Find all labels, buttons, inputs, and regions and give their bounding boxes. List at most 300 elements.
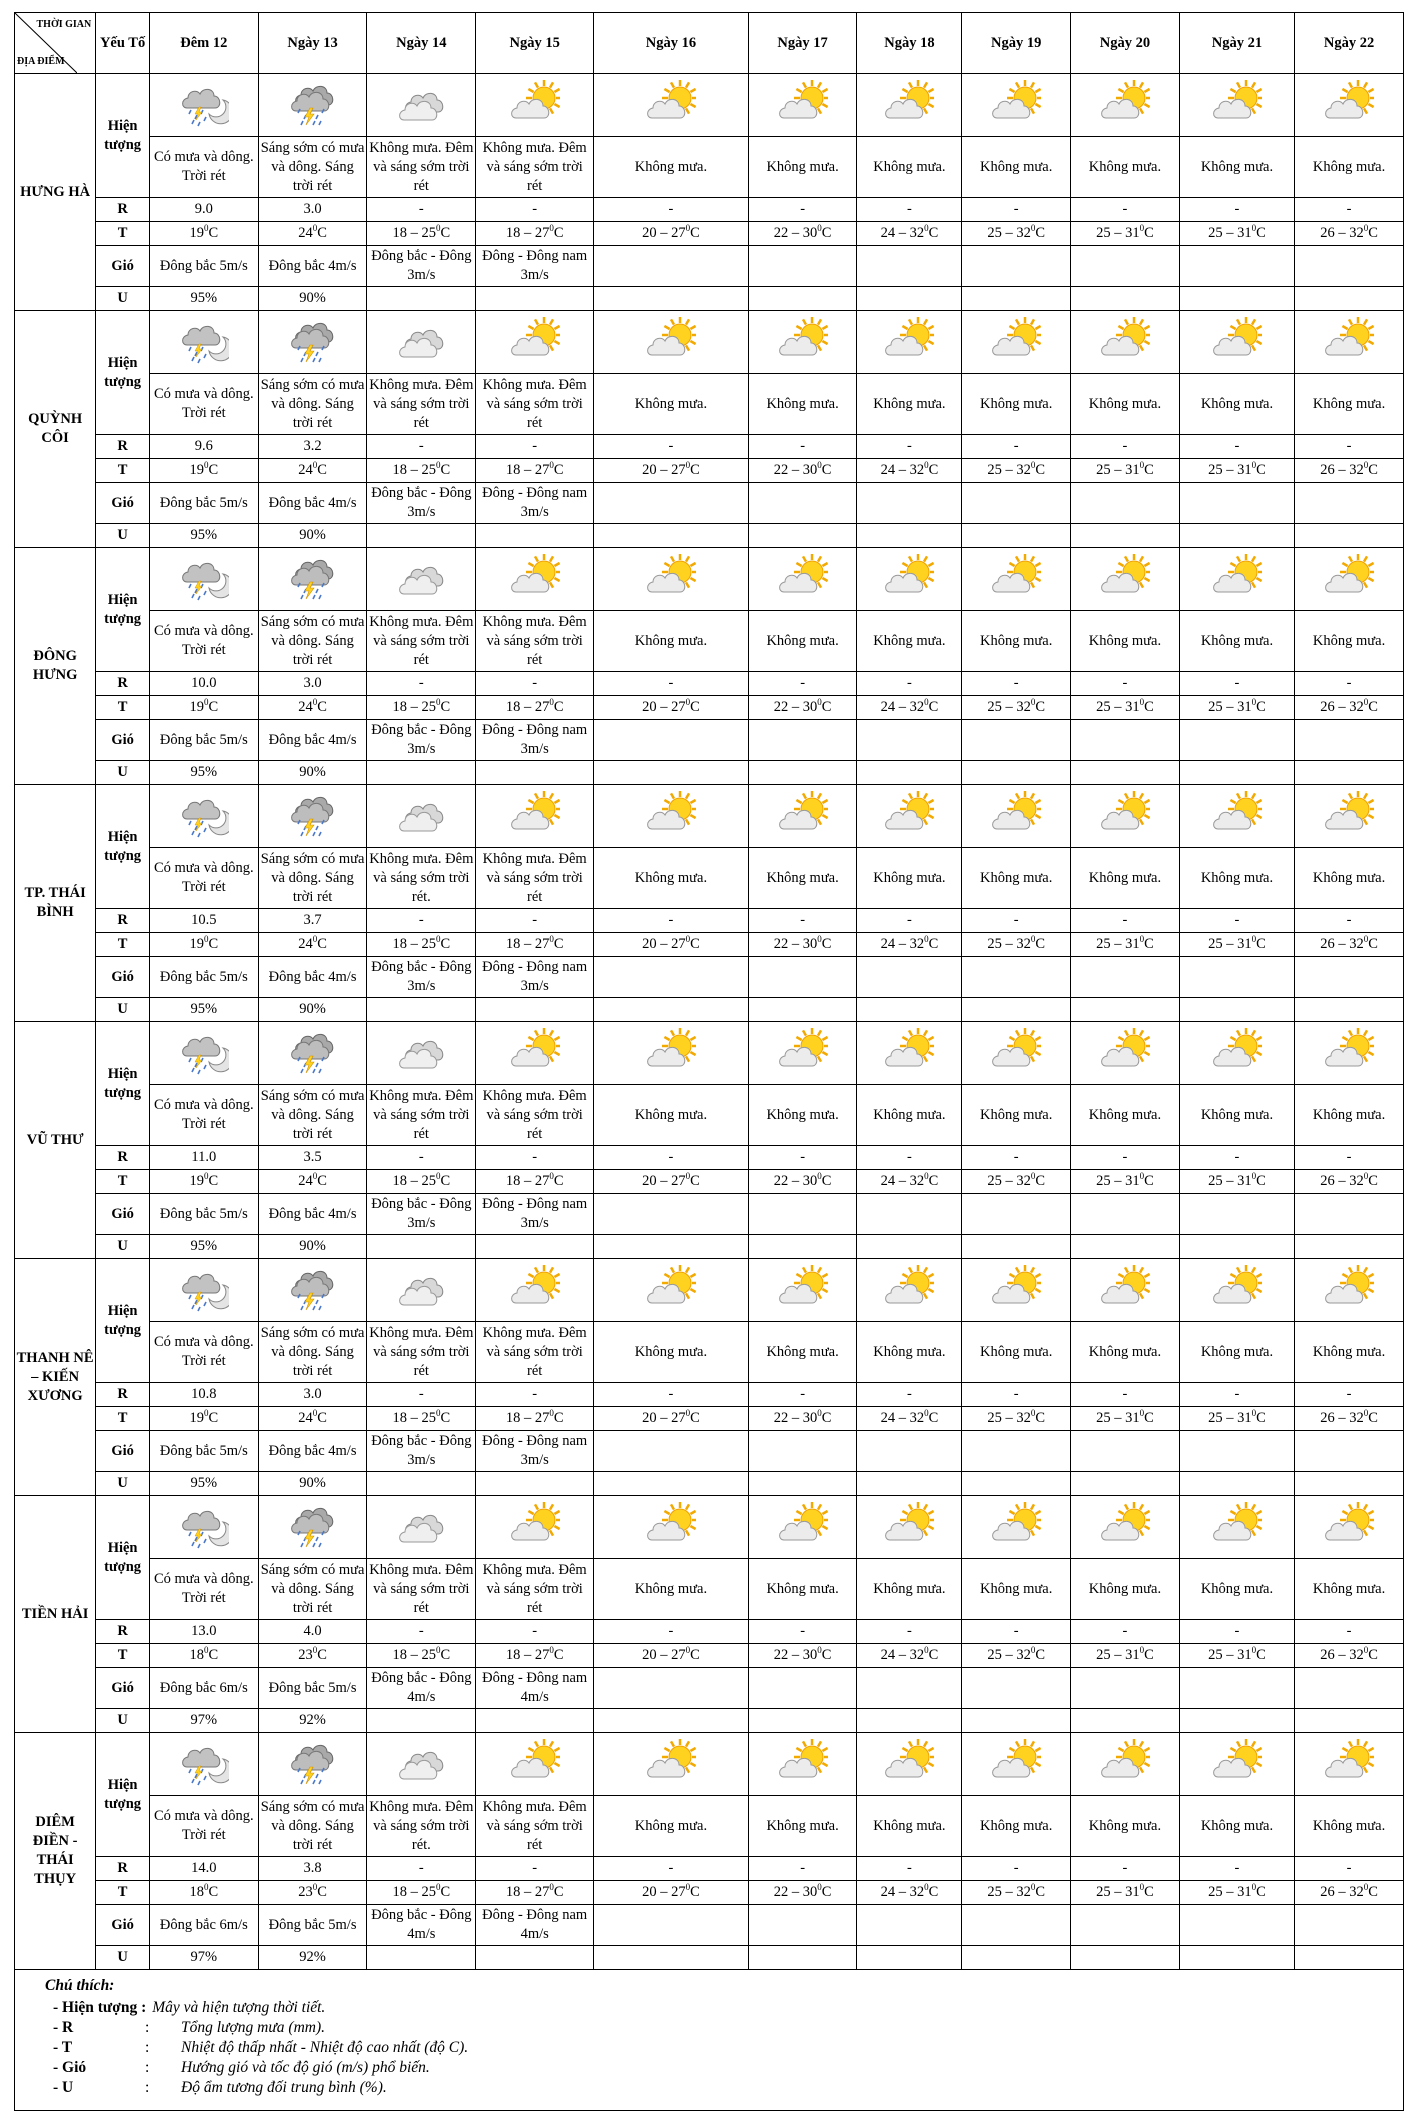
rain-value: - <box>1071 198 1180 222</box>
temperature-range: 18 – 25 <box>392 1647 436 1663</box>
temperature-unit: C <box>1368 1173 1378 1189</box>
degree-mark: 0 <box>1363 697 1369 708</box>
weather-icon-cell <box>748 785 857 848</box>
temperature-unit: C <box>821 462 832 478</box>
weather-icon-cell <box>1179 74 1294 137</box>
temperature-value <box>258 933 367 957</box>
phenomenon-text: Không mưa. Đêm và sáng sớm trời rét <box>476 1322 594 1383</box>
temperature-range: 18 – 25 <box>392 1410 436 1426</box>
degree-mark: 0 <box>435 1882 441 1893</box>
legend-value: Hướng gió và tốc độ gió (m/s) phổ biến. <box>181 2059 430 2076</box>
temperature-unit: C <box>317 462 327 478</box>
cloud-moon-rain-icon <box>179 116 229 132</box>
degree-mark: 0 <box>435 934 441 945</box>
rain-value: - <box>748 1857 857 1881</box>
temperature-range: 24 – 32 <box>880 225 925 241</box>
partly-sunny-icon <box>884 349 934 365</box>
degree-mark: 0 <box>1139 460 1145 471</box>
wind-value <box>857 957 962 998</box>
cloudy-icon <box>396 1060 446 1076</box>
weather-icon-cell <box>748 1022 857 1085</box>
humidity-value <box>857 1235 962 1259</box>
phenomenon-text: Không mưa. Đêm và sáng sớm trời rét <box>367 1085 476 1146</box>
weather-icon-cell <box>857 311 962 374</box>
wind-value <box>748 1905 857 1946</box>
partly-sunny-icon <box>1100 349 1150 365</box>
temperature-value <box>594 1881 749 1905</box>
icon-row <box>15 1496 1404 1559</box>
humidity-label: U <box>96 998 150 1022</box>
cloud-thunder-rain-icon <box>288 1776 338 1792</box>
wind-value: Đông bắc 5m/s <box>258 1905 367 1946</box>
phenomenon-text: Không mưa. <box>857 374 962 435</box>
temperature-range: 23 <box>298 1884 313 1900</box>
temperature-label: T <box>96 1407 150 1431</box>
wind-value <box>857 1431 962 1472</box>
degree-mark: 0 <box>1251 697 1257 708</box>
temperature-range: 18 – 27 <box>505 462 550 478</box>
partly-sunny-icon <box>1100 1534 1150 1550</box>
degree-mark: 0 <box>685 1171 691 1182</box>
temperature-range: 24 – 32 <box>880 936 925 952</box>
rain-value: - <box>594 435 749 459</box>
temperature-unit: C <box>1035 1647 1046 1663</box>
humidity-value <box>1295 287 1404 311</box>
wind-value <box>594 1431 749 1472</box>
humidity-value <box>367 524 476 548</box>
wind-value <box>962 957 1071 998</box>
temperature-range: 20 – 27 <box>642 1173 686 1189</box>
temperature-unit: C <box>821 1173 832 1189</box>
temperature-range: 22 – 30 <box>773 699 818 715</box>
temperature-range: 24 <box>298 1410 313 1426</box>
partly-sunny-icon <box>1212 1060 1262 1076</box>
temperature-unit: C <box>928 462 939 478</box>
temperature-unit: C <box>553 462 564 478</box>
wind-label: Gió <box>96 1905 150 1946</box>
temperature-value <box>476 933 594 957</box>
degree-mark: 0 <box>203 697 209 708</box>
phenomenon-text: Không mưa. <box>1071 1796 1180 1857</box>
temperature-value <box>594 459 749 483</box>
phenomenon-row <box>15 848 1404 909</box>
wind-value <box>857 1194 962 1235</box>
wind-value <box>962 246 1071 287</box>
rain-value: - <box>1295 1383 1404 1407</box>
wind-row <box>15 957 1404 998</box>
partly-sunny-icon <box>884 112 934 128</box>
wind-value: Đông bắc 5m/s <box>258 1668 367 1709</box>
rain-row <box>15 1620 1404 1644</box>
partly-sunny-icon <box>884 586 934 602</box>
partly-sunny-icon <box>1324 349 1374 365</box>
degree-mark: 0 <box>1363 1882 1369 1893</box>
humidity-label: U <box>96 1235 150 1259</box>
degree-mark: 0 <box>1251 1171 1257 1182</box>
temperature-value <box>748 933 857 957</box>
temperature-range: 25 – 31 <box>1208 1647 1252 1663</box>
temperature-unit: C <box>1144 1884 1154 1900</box>
temperature-label: T <box>96 222 150 246</box>
location-name: VŨ THƯ <box>15 1022 96 1259</box>
wind-value <box>1071 957 1180 998</box>
partly-sunny-icon <box>778 586 828 602</box>
rain-value: - <box>962 1857 1071 1881</box>
temperature-value <box>476 459 594 483</box>
partly-sunny-icon <box>778 349 828 365</box>
humidity-value <box>1071 1235 1180 1259</box>
temperature-range: 26 – 32 <box>1320 462 1364 478</box>
temperature-value <box>1179 1644 1294 1668</box>
partly-sunny-icon <box>991 112 1041 128</box>
rain-value: - <box>1179 435 1294 459</box>
temperature-unit: C <box>553 1173 564 1189</box>
temperature-unit: C <box>1035 1173 1046 1189</box>
phenomenon-text: Không mưa. <box>1179 1085 1294 1146</box>
humidity-value <box>748 1235 857 1259</box>
wind-value <box>1071 1905 1180 1946</box>
weather-icon-cell <box>962 1022 1071 1085</box>
humidity-value <box>857 287 962 311</box>
wind-value: Đông bắc 4m/s <box>258 483 367 524</box>
partly-sunny-icon <box>778 1771 828 1787</box>
wind-value <box>1295 957 1404 998</box>
rain-value: - <box>367 198 476 222</box>
rain-value: 10.0 <box>149 672 258 696</box>
phenomenon-text: Không mưa. Đêm và sáng sớm trời rét <box>476 137 594 198</box>
degree-mark: 0 <box>1363 1645 1369 1656</box>
degree-mark: 0 <box>685 697 691 708</box>
temperature-unit: C <box>821 936 832 952</box>
phenomenon-text: Không mưa. <box>962 1322 1071 1383</box>
phenomenon-text: Không mưa. Đêm và sáng sớm trời rét <box>476 1085 594 1146</box>
weather-icon-cell <box>367 785 476 848</box>
temperature-label: T <box>96 1881 150 1905</box>
partly-sunny-icon <box>510 586 560 602</box>
phenomenon-text: Không mưa. <box>748 1085 857 1146</box>
humidity-value <box>594 998 749 1022</box>
wind-value <box>1179 1194 1294 1235</box>
temperature-range: 24 – 32 <box>880 1647 925 1663</box>
temperature-value <box>258 1881 367 1905</box>
temperature-unit: C <box>690 1173 700 1189</box>
weather-icon-cell <box>594 74 749 137</box>
rain-value: - <box>476 909 594 933</box>
temperature-value <box>1071 1407 1180 1431</box>
temperature-value <box>1071 696 1180 720</box>
degree-mark: 0 <box>435 1645 441 1656</box>
weather-icon-cell <box>1071 1496 1180 1559</box>
partly-sunny-icon <box>1212 1771 1262 1787</box>
weather-icon-cell <box>258 1496 367 1559</box>
degree-mark: 0 <box>685 460 691 471</box>
temperature-value <box>962 1881 1071 1905</box>
phenomenon-text: Không mưa. <box>1295 1796 1404 1857</box>
temperature-row <box>15 1170 1404 1194</box>
wind-value: Đông bắc 6m/s <box>149 1905 258 1946</box>
phenomenon-text: Không mưa. <box>594 611 749 672</box>
humidity-value <box>1295 1709 1404 1733</box>
partly-sunny-icon <box>884 1297 934 1313</box>
phenomenon-text: Không mưa. <box>857 1559 962 1620</box>
temperature-range: 25 – 32 <box>987 1884 1031 1900</box>
temperature-unit: C <box>690 1410 700 1426</box>
rain-value: 3.2 <box>258 435 367 459</box>
partly-sunny-icon <box>991 823 1041 839</box>
temperature-unit: C <box>690 936 700 952</box>
rain-row <box>15 1857 1404 1881</box>
humidity-value <box>857 524 962 548</box>
temperature-value <box>748 1881 857 1905</box>
phenomenon-text: Không mưa. <box>1179 1322 1294 1383</box>
cloud-thunder-rain-icon <box>288 828 338 844</box>
temperature-value <box>258 459 367 483</box>
temperature-unit: C <box>1256 1410 1266 1426</box>
wind-value <box>594 720 749 761</box>
temperature-value <box>149 1881 258 1905</box>
legend-sep: : <box>145 2059 150 2076</box>
temperature-value <box>857 1407 962 1431</box>
weather-icon-cell <box>748 311 857 374</box>
temperature-value <box>476 1407 594 1431</box>
wind-value <box>857 1668 962 1709</box>
location-name: THANH NÊ – KIẾN XƯƠNG <box>15 1259 96 1496</box>
wind-value: Đông bắc - Đông 4m/s <box>367 1668 476 1709</box>
humidity-value <box>1295 1235 1404 1259</box>
wind-value <box>1179 246 1294 287</box>
rain-value: 9.6 <box>149 435 258 459</box>
corner-location-label: ĐỊA ĐIỂM <box>17 56 65 67</box>
temperature-range: 24 – 32 <box>880 699 925 715</box>
phenomenon-text: Không mưa. <box>1295 1559 1404 1620</box>
wind-value <box>857 720 962 761</box>
temperature-range: 25 – 32 <box>987 936 1031 952</box>
degree-mark: 0 <box>203 460 209 471</box>
wind-value <box>962 1194 1071 1235</box>
weather-icon-cell <box>1071 785 1180 848</box>
temperature-range: 20 – 27 <box>642 1884 686 1900</box>
weather-icon-cell <box>1071 548 1180 611</box>
cloudy-icon <box>396 823 446 839</box>
temperature-unit: C <box>208 1647 219 1663</box>
wind-value: Đông bắc 5m/s <box>149 1431 258 1472</box>
rain-value: - <box>1179 1383 1294 1407</box>
rain-value: - <box>748 1383 857 1407</box>
wind-value <box>1295 720 1404 761</box>
degree-mark: 0 <box>924 1171 929 1182</box>
humidity-value <box>367 287 476 311</box>
humidity-value <box>1071 287 1180 311</box>
temperature-range: 19 <box>189 225 204 241</box>
weather-icon-cell <box>594 1259 749 1322</box>
temperature-range: 25 – 31 <box>1208 699 1252 715</box>
phenomenon-text: Không mưa. Đêm và sáng sớm trời rét <box>476 374 594 435</box>
temperature-range: 24 <box>298 1173 313 1189</box>
temperature-unit: C <box>690 462 700 478</box>
temperature-value <box>1295 459 1404 483</box>
temperature-unit: C <box>440 1173 451 1189</box>
forecast-container <box>14 12 1404 2111</box>
day-header: Ngày 20 <box>1071 13 1180 74</box>
degree-mark: 0 <box>203 1171 209 1182</box>
humidity-value: 90% <box>258 1472 367 1496</box>
temperature-unit: C <box>208 462 219 478</box>
temperature-range: 18 – 27 <box>505 1410 550 1426</box>
wind-value: Đông bắc 5m/s <box>149 957 258 998</box>
day-header: Ngày 16 <box>594 13 749 74</box>
rain-value: - <box>962 1620 1071 1644</box>
rain-value: - <box>1179 909 1294 933</box>
cloud-moon-rain-icon <box>179 827 229 843</box>
wind-label: Gió <box>96 246 150 287</box>
temperature-range: 23 <box>298 1647 313 1663</box>
legend-item <box>53 1998 325 2018</box>
temperature-row <box>15 459 1404 483</box>
wind-value: Đông bắc - Đông 3m/s <box>367 1431 476 1472</box>
rain-value: - <box>594 1146 749 1170</box>
temperature-value <box>857 459 962 483</box>
rain-row <box>15 672 1404 696</box>
temperature-unit: C <box>553 225 564 241</box>
weather-icon-cell <box>1295 785 1404 848</box>
rain-value: - <box>1295 909 1404 933</box>
humidity-value <box>594 1709 749 1733</box>
phenomenon-text: Không mưa. <box>857 1085 962 1146</box>
temperature-unit: C <box>928 225 939 241</box>
weather-icon-cell <box>857 74 962 137</box>
partly-sunny-icon <box>884 1060 934 1076</box>
phenomenon-text: Không mưa. <box>1071 374 1180 435</box>
temperature-range: 25 – 32 <box>987 462 1031 478</box>
weather-icon-cell <box>367 74 476 137</box>
rain-row <box>15 435 1404 459</box>
phenomenon-text: Không mưa. Đêm và sáng sớm trời rét <box>367 137 476 198</box>
rain-value: - <box>1179 1146 1294 1170</box>
phenomenon-text: Không mưa. Đêm và sáng sớm trời rét <box>367 1322 476 1383</box>
rain-value: - <box>594 1620 749 1644</box>
partly-sunny-icon <box>510 1297 560 1313</box>
temperature-range: 19 <box>189 1410 204 1426</box>
degree-mark: 0 <box>924 1645 929 1656</box>
temperature-range: 22 – 30 <box>773 1647 818 1663</box>
weather-icon-cell <box>1179 785 1294 848</box>
temperature-range: 18 – 27 <box>505 699 550 715</box>
weather-icon-cell <box>1295 1496 1404 1559</box>
humidity-value <box>1071 1709 1180 1733</box>
temperature-range: 18 – 25 <box>392 699 436 715</box>
temperature-range: 18 <box>189 1647 204 1663</box>
rain-value: - <box>594 672 749 696</box>
temperature-value <box>1179 459 1294 483</box>
degree-mark: 0 <box>312 460 318 471</box>
rain-value: - <box>594 1383 749 1407</box>
wind-value <box>748 1194 857 1235</box>
weather-icon-cell <box>962 548 1071 611</box>
partly-sunny-icon <box>646 1771 696 1787</box>
degree-mark: 0 <box>817 460 822 471</box>
wind-value <box>962 483 1071 524</box>
humidity-label: U <box>96 1472 150 1496</box>
phenomenon-text: Không mưa. <box>1179 137 1294 198</box>
partly-sunny-icon <box>1100 823 1150 839</box>
temperature-range: 18 – 25 <box>392 462 436 478</box>
rain-value: 3.8 <box>258 1857 367 1881</box>
humidity-value <box>1071 761 1180 785</box>
degree-mark: 0 <box>1139 697 1145 708</box>
temperature-unit: C <box>821 699 832 715</box>
legend-key: - U <box>53 2079 74 2096</box>
weather-icon-cell <box>258 74 367 137</box>
weather-icon-cell <box>476 785 594 848</box>
temperature-value <box>149 459 258 483</box>
temperature-range: 22 – 30 <box>773 225 818 241</box>
humidity-value <box>367 1709 476 1733</box>
degree-mark: 0 <box>549 1408 554 1419</box>
weather-icon-cell <box>1071 1733 1180 1796</box>
rain-value: - <box>962 909 1071 933</box>
phenomenon-text: Có mưa và dông. Trời rét <box>149 1322 258 1383</box>
degree-mark: 0 <box>1363 934 1369 945</box>
temperature-row <box>15 1407 1404 1431</box>
partly-sunny-icon <box>1324 1771 1374 1787</box>
wind-value <box>1071 246 1180 287</box>
rain-value: - <box>857 909 962 933</box>
degree-mark: 0 <box>924 697 929 708</box>
rain-value: - <box>748 435 857 459</box>
partly-sunny-icon <box>1100 112 1150 128</box>
humidity-value <box>367 1946 476 1970</box>
phenomenon-text: Không mưa. <box>1071 611 1180 672</box>
legend-title: Chú thích: <box>45 1977 115 1994</box>
rain-value: - <box>1071 672 1180 696</box>
legend <box>14 1970 1404 2111</box>
weather-icon-cell <box>594 1022 749 1085</box>
degree-mark: 0 <box>1251 460 1257 471</box>
weather-icon-cell <box>962 1733 1071 1796</box>
cloud-moon-rain-icon <box>179 590 229 606</box>
temperature-unit: C <box>928 699 939 715</box>
temperature-value <box>748 222 857 246</box>
temperature-range: 24 <box>298 225 313 241</box>
rain-value: - <box>367 1146 476 1170</box>
wind-value <box>1071 720 1180 761</box>
temperature-value <box>1295 1644 1404 1668</box>
degree-mark: 0 <box>1030 1171 1036 1182</box>
humidity-value <box>857 998 962 1022</box>
temperature-range: 22 – 30 <box>773 462 818 478</box>
wind-row <box>15 1905 1404 1946</box>
humidity-value: 95% <box>149 1235 258 1259</box>
wind-value: Đông - Đông nam 3m/s <box>476 246 594 287</box>
wind-value <box>1295 1431 1404 1472</box>
phenomenon-text: Không mưa. <box>594 1796 749 1857</box>
temperature-value <box>149 1407 258 1431</box>
phenomenon-text: Không mưa. <box>594 137 749 198</box>
temperature-value <box>367 459 476 483</box>
rain-value: 3.5 <box>258 1146 367 1170</box>
humidity-value <box>962 1709 1071 1733</box>
humidity-row <box>15 761 1404 785</box>
humidity-value <box>594 1472 749 1496</box>
humidity-value <box>476 524 594 548</box>
phenomenon-text: Không mưa. <box>962 1085 1071 1146</box>
temperature-row <box>15 696 1404 720</box>
rain-value: - <box>367 1620 476 1644</box>
temperature-value <box>962 222 1071 246</box>
rain-value: - <box>962 198 1071 222</box>
phenomenon-text: Không mưa. <box>1071 1085 1180 1146</box>
humidity-value <box>962 1235 1071 1259</box>
